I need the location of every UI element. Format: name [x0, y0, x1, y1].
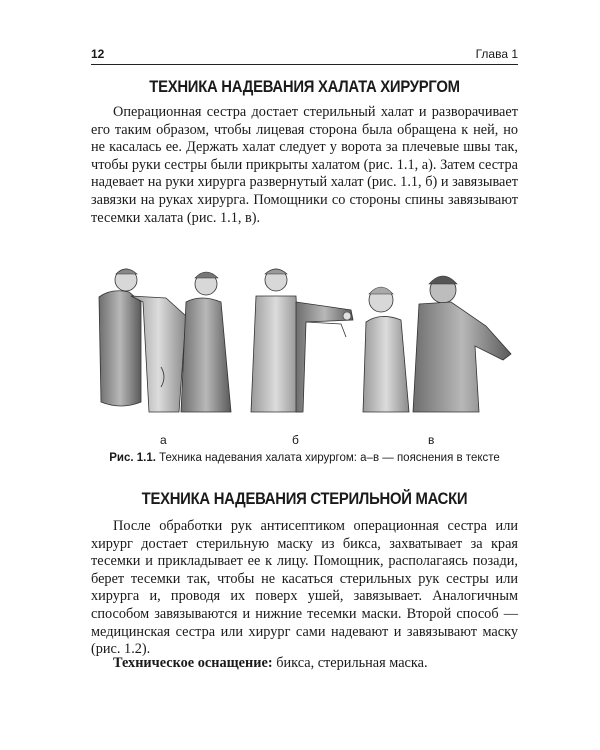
figure-panel-labels [91, 433, 518, 449]
paragraph-gown: Операционная сестра достает стерильный халат и разворачивает его таким образом, чтобы лицевая сторона была обращена к ней, но не касалась ее. Держать халат следует у ворота за плечевые швы так, чтобы руки сестры были прикрыты халатом (рис. 1.1, а). Затем сестра надевает на руки хирурга развернутый халат (рис. 1.1, б) и завязывает завязки на руках хирурга. Помощники со стороны спины завязывают тесемки халата (рис. 1.1, в). [91, 104, 518, 226]
figure-label-c: в [428, 433, 435, 447]
chapter-label: Глава 1 [475, 47, 518, 61]
caption-label: Рис. 1.1. [109, 452, 156, 464]
section-title-gown: ТЕХНИКА НАДЕВАНИЯ ХАЛАТА ХИРУРГОМ [149, 78, 460, 96]
figure-panel-b [251, 269, 353, 412]
running-header [91, 44, 518, 65]
equipment-label: Техническое оснащение: [113, 655, 273, 671]
section-title-mask: ТЕХНИКА НАДЕВАНИЯ СТЕРИЛЬНОЙ МАСКИ [141, 490, 468, 508]
figure-label-b: б [292, 433, 299, 447]
figure-label-a: а [160, 433, 167, 447]
caption-text: Техника надевания халата хирургом: а–в — пояснения в тексте [159, 452, 500, 464]
figure-panel-c [363, 276, 511, 412]
figure-panel-a [99, 269, 231, 412]
page-number: 12 [91, 47, 105, 61]
figure-caption [91, 452, 518, 464]
equipment-text: бикса, стерильная маска. [276, 655, 428, 671]
equipment-line [91, 655, 518, 672]
paragraph-mask: После обработки рук антисептиком операционная сестра или хирург достает стерильную маску из бикса, захватывает за края тесемки и прикладывает ее к лицу. Помощник, располагаясь позади, берет тесемки так, чтобы не касаться стерильных рук сестры или хирурга и, проводя их поверх ушей, завязывает. Аналогичным способом завязываются и нижние тесемки маски. Второй способ — медицинская сестра или хирург сами надевают и завязывают маску (рис. 1.2). [91, 518, 518, 658]
figure-gowning [91, 262, 518, 442]
